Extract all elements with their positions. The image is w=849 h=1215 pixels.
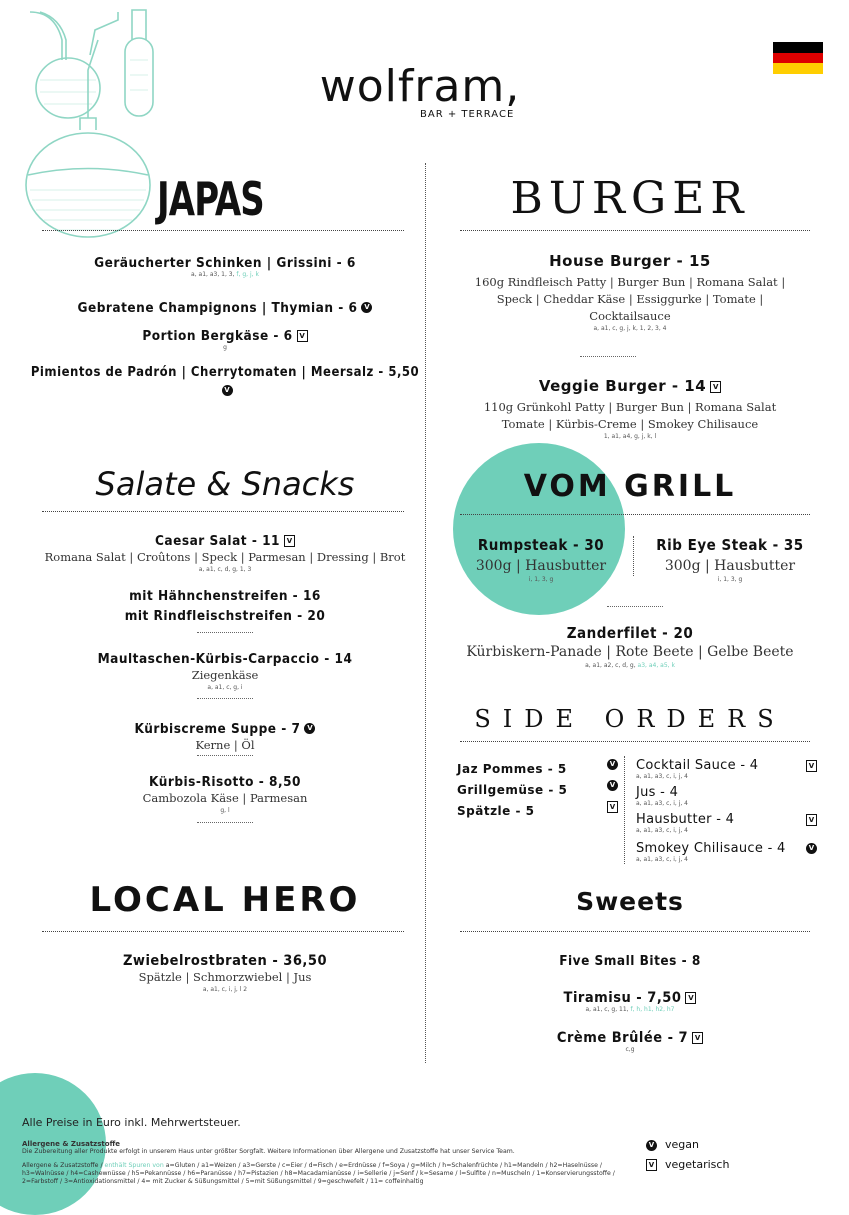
item-name: Pimientos de Padrón | Cherrytomaten | Meersalz - 5,50 [30,365,420,380]
item-name: Five Small Bites - 8 [559,953,701,969]
item-name: Crème Brûlée - 7 [556,1030,689,1046]
salate-suppe [40,718,410,754]
column-divider [425,163,426,1063]
german-flag-icon[interactable] [773,42,823,74]
sweets-bites [455,953,805,969]
vegan-icon: V [361,302,372,313]
small-divider [197,755,253,756]
item-name: Caesar Salat - 11 [155,533,280,549]
vegetarian-icon: V [685,992,696,1004]
item-name: mit Hähnchenstreifen - 16 [129,588,321,604]
allergen-code: g [223,344,227,351]
small-divider [607,606,663,607]
vegan-icon: V [646,1140,657,1151]
grill-split-divider [633,536,634,576]
small-divider [197,698,253,699]
salate-maultaschen [40,651,410,691]
local-hero-divider [42,931,404,932]
item-name: mit Rindfleischstreifen - 20 [124,608,326,624]
japas-item-bergkaese [40,325,410,351]
allergen-code: a, a1, c, g, i [207,684,243,691]
item-description: Kürbiskern-Panade | Rote Beete | Gelbe Beete [466,644,794,660]
item-description: Romana Salat | Croûtons | Speck | Parmesan | Dressing | Brot [44,550,406,564]
vegetarian-icon: V [284,535,295,547]
brand-tagline: BAR + TERRACE [420,109,515,120]
allergen-code: a, a1, c, i, j, l 2 [202,986,248,993]
small-divider [197,822,253,823]
small-divider [580,356,636,357]
sauce-item: Hausbutter - 4 a, a1, a3, c, i, j, 4 V [636,812,821,841]
vegan-icon: V [607,780,618,791]
side-item: Grillgemüse - 5 V [457,779,617,800]
sweets-tiramisu [455,987,805,1013]
japas-divider [42,230,404,231]
vegan-icon: V [806,843,817,854]
item-description: Ziegenkäse [191,668,259,682]
side-split-divider [624,756,625,864]
vegetarian-icon: V [607,801,618,813]
sauce-item: Cocktail Sauce - 4 a, a1, a3, c, i, j, 4 V [636,758,821,785]
side-left-list [457,758,617,821]
item-name: Gebratene Champignons | Thymian - 6 [77,300,358,316]
item-name: Maultaschen-Kürbis-Carpaccio - 14 [97,651,353,667]
brand-logo: wolfram, [319,61,521,112]
item-name: Zwiebelrostbraten - 36,50 [122,953,328,969]
grill-zander [445,624,815,669]
japas-title: JAPAS [157,172,264,226]
item-description: Cambozola Käse | Parmesan [142,791,308,805]
salate-risotto [40,774,410,814]
vegan-icon: V [304,723,315,734]
sweets-title: Sweets [576,887,684,916]
japas-item-schinken [40,255,410,278]
allergen-code: c,g [625,1046,635,1053]
grill-title: VOM GRILL [523,469,737,504]
side-orders-title: SIDE ORDERS [474,705,786,733]
allergen-code: g, l [220,807,230,814]
allergen-code: a, a1, a2, c, d, g, a3, a4, a5, k [585,662,675,669]
burger-title: BURGER [510,173,750,224]
allergen-code: i, 1, 3, g [528,576,554,583]
sauce-item: Smokey Chilisauce - 4 a, a1, a3, c, i, j, 4 V [636,841,821,868]
allergen-code: 1, a1, a4, g, j, k, l [603,433,657,440]
salate-divider [42,511,404,512]
item-description: 300g | Hausbutter [664,558,796,574]
item-description: Kerne | Öl [195,738,255,752]
grill-divider [460,514,810,515]
item-name: Veggie Burger - 14 [538,377,707,395]
japas-item-pimientos [30,361,420,399]
local-hero-item [40,953,410,993]
side-orders-divider [460,741,810,742]
salate-caesar [30,530,420,573]
item-name: House Burger - 15 [549,252,711,270]
sweets-creme-brulee [455,1027,805,1053]
vegetarian-icon: V [806,814,817,826]
item-name: Zanderfilet - 20 [566,624,694,642]
allergen-code: i, 1, 3, g [717,576,743,583]
side-item: Spätzle - 5 V [457,800,617,821]
legend-vegetarian: V vegetarisch [646,1158,729,1171]
item-description: 160g Rindfleisch Patty | Burger Bun | Romana Salat | Speck | Cheddar Käse | Essiggurke | Tomate | Cocktailsauce [474,275,786,323]
vegetarian-icon: V [692,1032,703,1044]
grill-ribeye [640,536,820,583]
sweets-divider [460,931,810,932]
burger-divider [460,230,810,231]
item-name: Geräucherter Schinken | Grissini - 6 [94,255,356,271]
local-hero-title: LOCAL HERO [89,880,361,920]
item-name: Tiramisu - 7,50 [563,990,682,1006]
japas-item-champignons [40,297,410,316]
side-item: Jaz Pommes - 5 V [457,758,617,779]
item-name: Rumpsteak - 30 [477,536,605,554]
salate-title: Salate & Snacks [95,465,355,503]
vegan-icon: V [222,385,233,396]
vegetarian-icon: V [806,760,817,772]
vegetarian-icon: V [646,1159,657,1171]
item-name: Kürbis-Risotto - 8,50 [149,774,301,790]
item-name: Portion Bergkäse - 6 [142,328,293,344]
allergen-code: a, a1, c, d, g, 1, 3 [198,566,252,573]
vegan-icon: V [607,759,618,770]
salate-addon-1 [40,588,410,604]
burger-veggie [455,376,805,440]
item-name: Kürbiscreme Suppe - 7 [134,721,301,737]
sauce-item: Jus - 4 a, a1, a3, c, i, j, 4 [636,785,689,807]
salate-addon-2 [40,608,410,624]
allergen-code: a, a1, c, g, 11, f, h, h1, h2, h7 [585,1006,675,1013]
vegetarian-icon: V [710,381,721,393]
item-description: Spätzle | Schmorzwiebel | Jus [138,970,312,984]
legend-vegan: V vegan [646,1138,699,1151]
item-description: 110g Grünkohl Patty | Burger Bun | Romana Salat Tomate | Kürbis-Creme | Smokey Chilisauce [483,400,777,431]
side-right-list [636,758,821,868]
item-name: Rib Eye Steak - 35 [656,536,804,554]
price-note: Alle Preise in Euro inkl. Mehrwertsteuer. [22,1116,241,1129]
allergen-code: a, a1, c, g, j, k, 1, 2, 3, 4 [593,325,667,332]
grill-rumpsteak [455,536,627,583]
allergen-code: a, a1, a3, 1, 3, f, g, j, k [191,271,259,278]
vegetarian-icon: V [297,330,308,342]
item-description: 300g | Hausbutter [475,558,607,574]
allergen-info: Allergene & Zusatzstoffe Die Zubereitung aller Produkte erfolgt in unserem Haus unter größter Sorgfalt. Weitere Informationen über Allergene und Zusatzstoffe hat unser Service Team. Allergene & Zusatzstoffe / enthält Spuren von a=Gluten / a1=Weizen / a3=Gerste / c=Eier / d=Fisch / e=Erdnüsse / f=Soya / g=Milch / h=Schalenfrüchte / h1=Mandeln / h2=Haselnüsse / h3=Walnüsse / h4=Cashewnüsse / h5=Pekannüsse / h6=Paranüsse / h7=Pistazien / h8=Macadamianüsse / i=Sellerie / j=Senf / k=Sesame / l=Sulfite / n=Muscheln / 1=Konservierungsstoffe / 2=Farbstoff / 3=Antioxidationsmittel / 4= mit Zucker & Süßungsmittel / 5=mit Süßungsmittel / 9=geschwefelt / 11= coffeinhaltig [22,1140,615,1185]
burger-house [455,252,805,332]
small-divider [197,632,253,633]
